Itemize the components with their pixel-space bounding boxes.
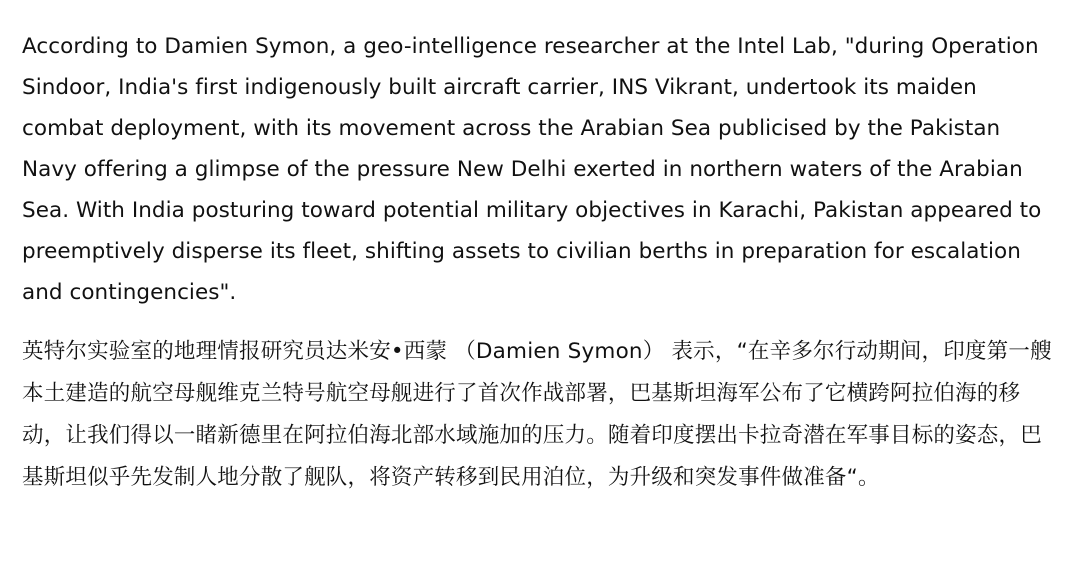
paragraph-english: According to Damien Symon, a geo-intelligence researcher at the Intel Lab, "during Operation Sindoor, India's first indigenously built aircraft carrier, INS Vikrant, undertook its maiden combat deployment, with its movement across the Arabian Sea publicised by the Pakistan Navy offering a glimpse of the pressure New Delhi exerted in northern waters of the Arabian Sea. With India posturing toward potential military objectives in Karachi, Pakistan appeared to preemptively disperse its fleet, shifting assets to civilian berths in preparation for escalation and contingencies". [22, 34, 1042, 305]
paragraph-chinese: 英特尔实验室的地理情报研究员达米安•西蒙 （Damien Symon） 表示，“在辛多尔行动期间，印度第一艘本土建造的航空母舰维克兰特号航空母舰进行了首次作战部署，巴基斯坦海军公布了它横跨阿拉伯海的移动，让我们得以一睹新德里在阿拉伯海北部水域施加的压力。随着印度摆出卡拉奇潜在军事目标的姿态，巴基斯坦似乎先发制人地分散了舰队，将资产转移到民用泊位，为升级和突发事件做准备“。 [22, 339, 1052, 490]
